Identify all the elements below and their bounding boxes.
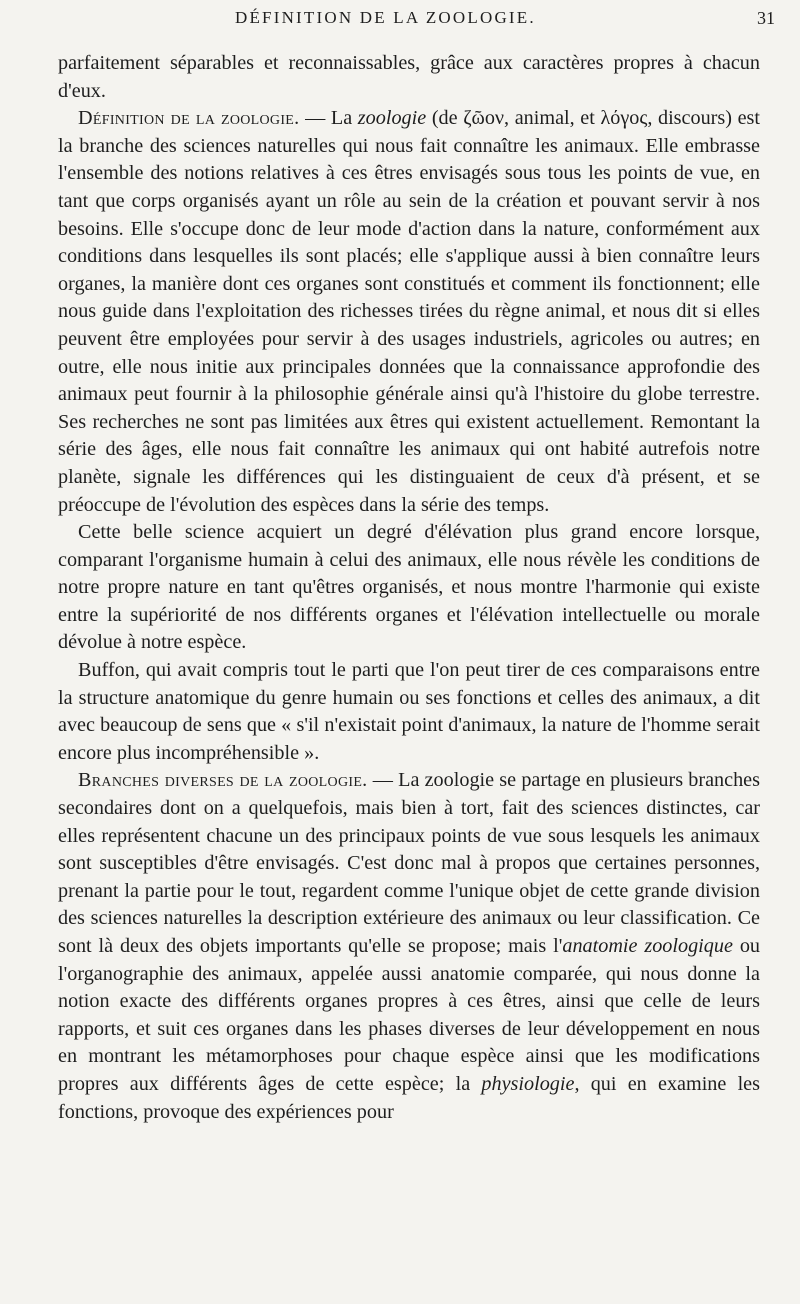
term-physiologie: physiologie (481, 1072, 575, 1095)
paragraph-definition (58, 105, 760, 519)
paragraph-text: — La (299, 107, 358, 130)
term-zoologie: zoologie (357, 107, 427, 130)
running-title: DÉFINITION DE LA ZOOLOGIE. (235, 8, 536, 27)
paragraph-text: Cette belle science acquiert un degré d'élévation plus grand encore lorsque, comparant l'organisme humain à celui des animaux, elle nous révèle les conditions de notre propre nature en tant qu'êtres organisés, et nous montre l'harmonie qui existe entre la supériorité de nos différents organes et l'élévation intellectuelle ou morale dévolue à notre espèce. (58, 521, 760, 654)
term-anatomie-zoologique: anatomie zoologique (562, 935, 733, 957)
paragraph-text: parfaitement séparables et reconnaissables, grâce aux caractères propres à chacun d'eux. (58, 52, 760, 102)
paragraph-text: , qui en examine les fonctions, provoque des expériences pour (58, 1072, 761, 1123)
paragraph-text: Buffon, qui avait compris tout le parti que l'on peut tirer de ces comparaisons entre la structure anatomique du genre humain ou ses fonctions et celles des animaux, a dit avec beaucoup de sens que « s'il n'existait point d'animaux, la nature de l'homme serait encore plus incompréhensible ». (58, 659, 760, 764)
paragraph-elevation (58, 519, 760, 657)
page-number: 31 (757, 8, 775, 28)
section-heading-branches: Branches diverses de la zoologie. (78, 769, 368, 792)
paragraph-branches (58, 767, 760, 1126)
section-heading-definition: Définition de la zoologie. (78, 107, 300, 130)
paragraph-buffon (58, 657, 760, 767)
paragraph-text: — La zoologie se partage en plusieurs branches secondaires dont on a quelquefois, mais bien à tort, fait des sciences distinctes, car elles représentent chacune un des principaux points de vue sous lesquels les animaux sont susceptibles d'être envisagés. C'est donc mal à propos que certaines personnes, prenant la partie pour le tout, regardent comme l'unique objet de cette grande division des sciences naturelles la description extérieure des animaux ou leur classification. Ce sont là deux des objets importants qu'elle se propose; mais l' (58, 769, 760, 957)
body-text (58, 50, 760, 1126)
paragraph-text: (de ζῶον, animal, et λόγος, discours) est la branche des sciences naturelles qui nous fait connaître les animaux. Elle embrasse l'ensemble des notions relatives à ces êtres envisagés sous tous les points de vue, en tant que corps organisés ayant un rôle au sein de la création et pouvant servir à nos besoins. Elle s'occupe donc de leur mode d'action dans la nature, conformément aux conditions dans lesquelles ils sont placés; elle s'applique aussi à bien connaître leurs organes, la manière dont ces organes sont constitués et comment ils fonctionnent; elle nous guide dans l'exploitation des richesses tirées du règne animal, et nous dit si elles peuvent être employées pour servir à des usages industriels, agricoles ou autres; en outre, elle nous initie aux principales données que la connaissance approfondie des animaux peut fournir à la philosophie générale ainsi qu'à l'histoire du globe terrestre. Ses recherches ne sont pas limitées aux êtres qui existent actuellement. Remontant la série des âges, elle nous fait connaître les animaux qui ont habité autrefois notre planète, signale les différences qui les distinguaient de ceux d'à présent, et se préoccupe de l'évolution des espèces dans la série des temps. (58, 107, 761, 516)
paragraph-text: ou l'organographie des animaux, appelée aussi anatomie comparée, qui nous donne la notion exacte des différents organes propres à ces êtres, ainsi que celle de leurs rapports, et suit ces organes dans les phases diverses de leur développement en nous en montrant les métamorphoses pour chaque espèce ainsi que les modifications propres aux différents âges de cette espèce; la (58, 935, 761, 1095)
paragraph-intro (58, 50, 760, 105)
running-head (0, 8, 800, 38)
